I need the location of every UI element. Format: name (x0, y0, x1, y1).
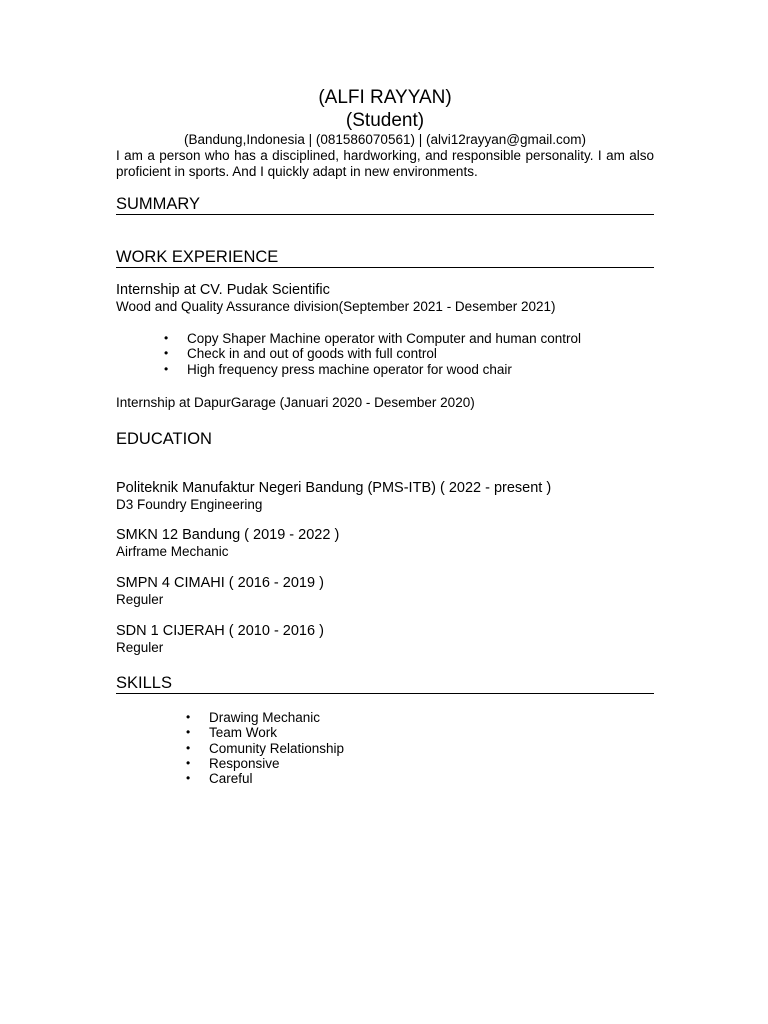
school-detail: Reguler (116, 640, 164, 655)
education-entry (116, 575, 324, 607)
contact-line: (Bandung,Indonesia | (081586070561) | (alvi12rayyan@gmail.com) (184, 132, 586, 147)
summary-heading: SUMMARY (116, 194, 654, 215)
list-item: • Careful (116, 771, 344, 786)
list-item: • Team Work (116, 725, 344, 740)
list-item: • Copy Shaper Machine operator with Computer and human control (116, 331, 581, 346)
education-entry (116, 623, 324, 655)
resume-role: (Student) (345, 110, 425, 131)
school-name: Politeknik Manufaktur Negeri Bandung (PMS-ITB) ( 2022 - present ) (116, 480, 552, 496)
education-entry (116, 527, 339, 559)
skills-list (116, 710, 344, 786)
list-item: • Check in and out of goods with full control (116, 346, 581, 361)
school-detail: Airframe Mechanic (116, 544, 229, 559)
school-name: SMPN 4 CIMAHI ( 2016 - 2019 ) (116, 575, 324, 591)
resume-page (116, 86, 654, 787)
about-paragraph: I am a person who has a disciplined, hardworking, and responsible personality. I am also proficient in sports. And I quickly adapt in new environments. (116, 148, 654, 179)
list-item: • High frequency press machine operator for wood chair (116, 362, 581, 377)
list-item: • Responsive (116, 756, 344, 771)
education-heading: EDUCATION (116, 430, 212, 448)
job-title: Internship at DapurGarage (Januari 2020 - Desember 2020) (116, 395, 475, 410)
education-entry (116, 480, 551, 512)
job-title: Internship at CV. Pudak Scientific (116, 282, 330, 298)
skills-heading: SKILLS (116, 673, 654, 694)
school-name: SMKN 12 Bandung ( 2019 - 2022 ) (116, 527, 340, 543)
list-item: • Drawing Mechanic (116, 710, 344, 725)
job-subtitle: Wood and Quality Assurance division(September 2021 - Desember 2021) (116, 299, 556, 314)
work-experience-heading: WORK EXPERIENCE (116, 247, 654, 268)
resume-name: (ALFI RAYYAN) (318, 87, 452, 108)
school-name: SDN 1 CIJERAH ( 2010 - 2016 ) (116, 623, 324, 639)
school-detail: D3 Foundry Engineering (116, 497, 263, 512)
list-item: • Comunity Relationship (116, 741, 344, 756)
school-detail: Reguler (116, 592, 164, 607)
job-duties-list (116, 331, 581, 377)
